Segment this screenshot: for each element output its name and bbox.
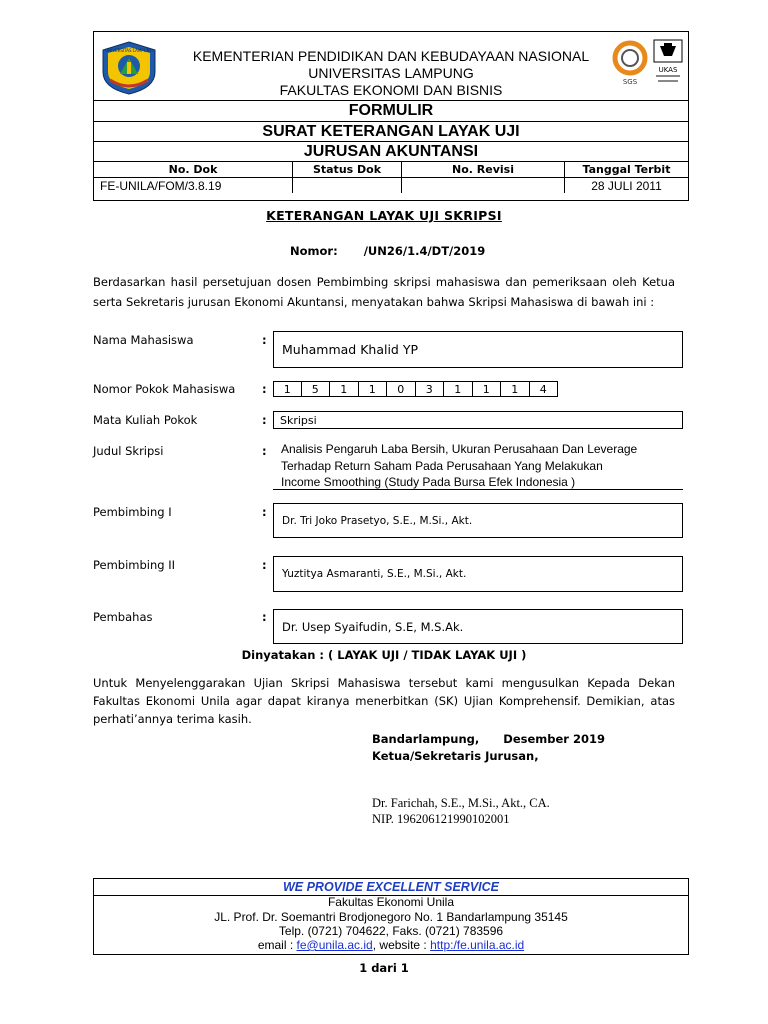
npm-digit: 1 <box>501 381 530 397</box>
website-link[interactable]: http:/fe.unila.ac.id <box>430 938 525 952</box>
document-footer <box>93 878 689 955</box>
table-cell <box>402 178 565 194</box>
npm-digit: 1 <box>359 381 388 397</box>
nomor-value: /UN26/1.4/DT/2019 <box>363 244 486 258</box>
svg-text:UNIVERSITAS LAMPUNG: UNIVERSITAS LAMPUNG <box>105 48 153 53</box>
colon: : <box>262 610 267 624</box>
matkul-label: Mata Kuliah Pokok <box>93 413 198 427</box>
website-label: , website : <box>372 938 427 952</box>
npm-digit: 1 <box>473 381 502 397</box>
sgs-certification-icon <box>610 38 650 88</box>
colon: : <box>262 505 267 519</box>
npm-digit: 3 <box>416 381 445 397</box>
judul-underline <box>273 489 683 490</box>
table-cell: 28 JULI 2011 <box>565 178 689 194</box>
pembahas-field: Dr. Usep Syaifudin, S.E, M.S.Ak. <box>273 609 683 644</box>
npm-digit: 5 <box>302 381 331 397</box>
page-number: 1 dari 1 <box>359 961 409 975</box>
footer-address: JL. Prof. Dr. Soemantri Brodjonegoro No. 1 Bandarlampung 35145 <box>214 910 568 924</box>
pembahas-label: Pembahas <box>93 610 153 624</box>
department-name: JURUSAN AKUNTANSI <box>94 141 688 162</box>
nomor-label: Nomor: <box>290 244 338 258</box>
signature-name: Dr. Farichah, S.E., M.Si., Akt., CA. <box>372 796 550 810</box>
npm-digit: 1 <box>330 381 359 397</box>
signature-date: Desember 2019 <box>503 732 605 746</box>
table-header-cell: Status Dok <box>293 162 402 178</box>
document-info-table <box>94 161 688 193</box>
dinyatakan-statement: Dinyatakan : ( LAYAK UJI / TIDAK LAYAK UJI ) <box>241 648 527 662</box>
nama-field: Muhammad Khalid YP <box>273 331 683 368</box>
colon: : <box>262 558 267 572</box>
colon: : <box>262 413 267 427</box>
form-title: FORMULIR <box>94 100 688 121</box>
email-link[interactable]: fe@unila.ac.id <box>296 938 373 952</box>
footer-faculty: Fakultas Ekonomi Unila <box>327 895 455 909</box>
university-name: UNIVERSITAS LAMPUNG <box>308 65 474 81</box>
judul-line: Analisis Pengaruh Laba Bersih, Ukuran Perusahaan Dan Leverage <box>281 442 638 456</box>
pembimbing2-label: Pembimbing II <box>93 558 176 572</box>
signature-nip: NIP. 196206121990102001 <box>372 812 510 826</box>
signature-place-date <box>372 732 605 746</box>
table-row <box>94 178 688 194</box>
pembimbing1-field: Dr. Tri Joko Prasetyo, S.E., M.Si., Akt. <box>273 503 683 538</box>
footer-slogan: WE PROVIDE EXCELLENT SERVICE <box>94 879 688 896</box>
table-header-cell: No. Revisi <box>402 162 565 178</box>
ministry-name: KEMENTERIAN PENDIDIKAN DAN KEBUDAYAAN NASIONAL <box>192 48 590 64</box>
npm-label: Nomor Pokok Mahasiswa <box>93 382 236 396</box>
pembimbing2-field: Yuztitya Asmaranti, S.E., M.Si., Akt. <box>273 556 683 592</box>
colon: : <box>262 333 267 347</box>
nama-label: Nama Mahasiswa <box>93 333 194 347</box>
judul-line: Terhadap Return Saham Pada Perusahaan Yang Melakukan <box>281 458 603 473</box>
intro-paragraph: Berdasarkan hasil persetujuan dosen Pembimbing skripsi mahasiswa dan pemeriksaan oleh Ketua serta Sekretaris jurusan Ekonomi Akuntansi, menyatakan bahwa Skripsi Mahasiswa di bawah ini : <box>93 275 675 309</box>
npm-digit: 0 <box>387 381 416 397</box>
colon: : <box>262 382 267 396</box>
judul-label: Judul Skripsi <box>93 444 164 458</box>
npm-digit: 4 <box>530 381 559 397</box>
email-label: email : <box>257 938 294 952</box>
signature-role: Ketua/Sekretaris Jurusan, <box>372 749 539 763</box>
ukas-certification-icon <box>652 38 684 90</box>
svg-text:SGS: SGS <box>622 78 638 86</box>
signature-place: Bandarlampung, <box>372 732 480 746</box>
judul-value <box>281 441 681 491</box>
matkul-field: Skripsi <box>273 411 683 429</box>
document-header <box>93 31 689 201</box>
pembimbing1-label: Pembimbing I <box>93 505 172 519</box>
footer-contact <box>94 938 688 953</box>
table-cell: FE-UNILA/FOM/3.8.19 <box>94 178 293 194</box>
colon: : <box>262 444 267 458</box>
letter-number <box>290 244 485 258</box>
table-header-cell: Tanggal Terbit <box>565 162 689 178</box>
judul-line: Income Smoothing (Study Pada Bursa Efek Indonesia ) <box>281 475 576 489</box>
table-header-cell: No. Dok <box>94 162 293 178</box>
npm-field <box>273 381 558 397</box>
faculty-name: FAKULTAS EKONOMI DAN BISNIS <box>279 82 503 98</box>
table-cell <box>293 178 402 194</box>
npm-digit: 1 <box>444 381 473 397</box>
letter-title: KETERANGAN LAYAK UJI SKRIPSI <box>266 208 502 223</box>
svg-text:UKAS: UKAS <box>658 66 678 74</box>
footer-phone: Telp. (0721) 704622, Faks. (0721) 783596 <box>278 924 504 938</box>
form-subtitle: SURAT KETERANGAN LAYAK UJI <box>94 121 688 142</box>
table-header-row <box>94 162 688 178</box>
npm-digit: 1 <box>273 381 302 397</box>
closing-paragraph: Untuk Menyelenggarakan Ujian Skripsi Mahasiswa tersebut kami mengusulkan Kepada Dekan Fakultas Ekonomi Unila agar dapat kiranya menerbitkan (SK) Ujian Komprehensif. Demikian, atas perhati’annya terima kasih. <box>93 676 675 726</box>
